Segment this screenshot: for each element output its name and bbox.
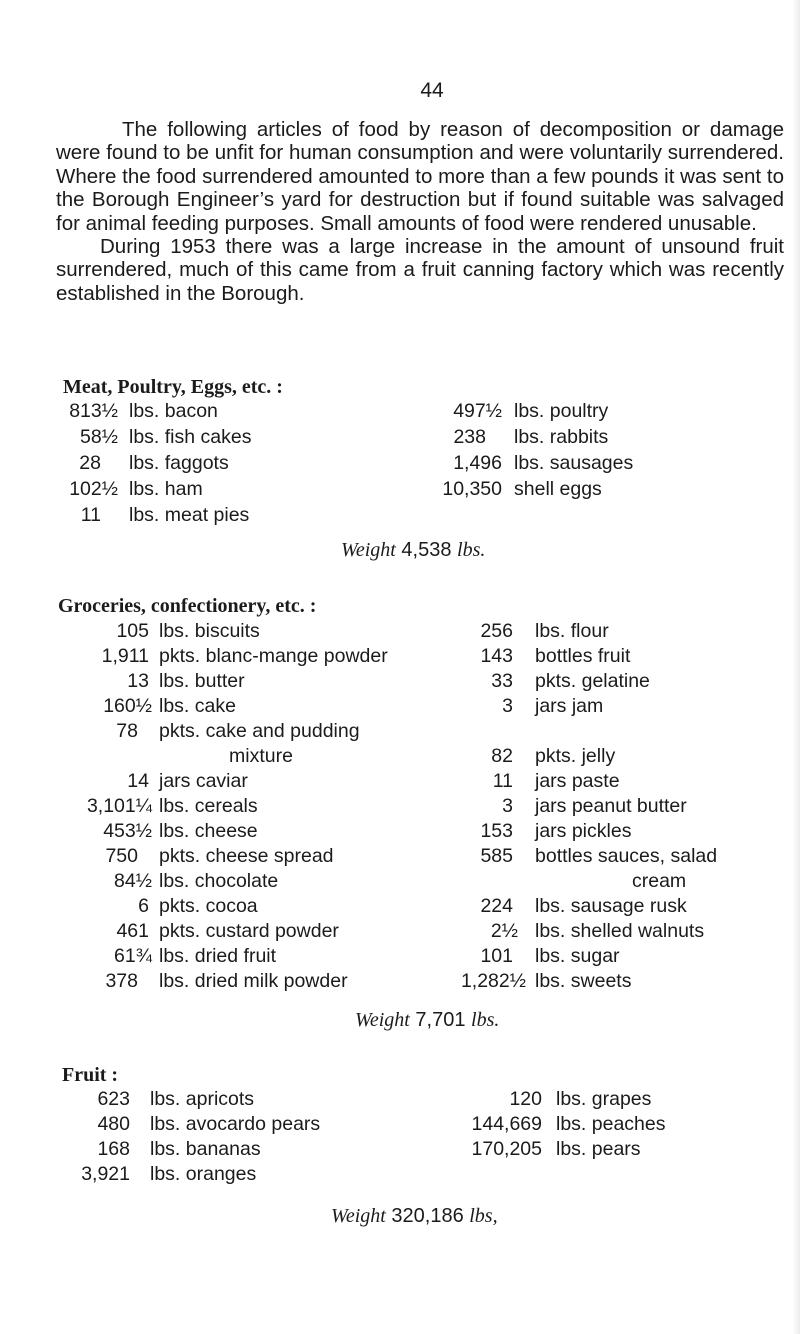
- quantity: 78: [116, 720, 138, 742]
- quantity: 61¾: [114, 945, 152, 967]
- quantity: 3: [502, 695, 513, 717]
- item-name: lbs. grapes: [556, 1088, 652, 1110]
- quantity: 497½: [453, 400, 502, 422]
- quantity: 3,101¼: [86, 795, 152, 817]
- quantity: 238: [453, 426, 486, 448]
- item-name: jars jam: [535, 695, 604, 717]
- weight-unit: lbs.: [471, 1009, 500, 1031]
- quantity: 105: [116, 620, 149, 642]
- item-name: lbs. butter: [159, 670, 245, 692]
- groceries-weight-total: [355, 1009, 499, 1032]
- weight-label: Weight: [341, 539, 396, 561]
- item-name: lbs. fish cakes: [129, 426, 252, 448]
- quantity: 120: [509, 1088, 542, 1110]
- quantity: 58½: [80, 426, 118, 448]
- item-name: lbs. flour: [535, 620, 609, 642]
- item-name: lbs. dried milk powder: [159, 970, 348, 992]
- quantity: 28: [79, 452, 101, 474]
- quantity: 11: [492, 770, 513, 792]
- quantity: 6: [138, 895, 149, 917]
- item-name: lbs. dried fruit: [159, 945, 277, 967]
- item-name: lbs. faggots: [129, 452, 229, 474]
- item-name: jars peanut butter: [535, 795, 687, 817]
- item-name: lbs. oranges: [150, 1163, 257, 1185]
- weight-label: Weight: [355, 1009, 410, 1031]
- quantity: 82: [491, 745, 513, 767]
- meat-section-title: Meat, Poultry, Eggs, etc. :: [63, 376, 283, 398]
- quantity: 160½: [103, 695, 152, 717]
- meat-weight-total: [341, 539, 485, 562]
- item-name: pkts. cocoa: [159, 895, 258, 917]
- quantity: 461: [116, 920, 149, 942]
- item-name: lbs. apricots: [150, 1088, 255, 1110]
- quantity: 13: [127, 670, 149, 692]
- quantity: 3,921: [81, 1163, 130, 1185]
- item-name: lbs. sugar: [535, 945, 620, 967]
- item-name: jars pickles: [535, 820, 632, 842]
- quantity: 623: [97, 1088, 130, 1110]
- item-name: lbs. poultry: [514, 400, 609, 422]
- quantity: 102½: [69, 478, 118, 500]
- quantity: 168: [97, 1138, 130, 1160]
- item-name: lbs. pears: [556, 1138, 641, 1160]
- quantity: 11: [80, 504, 101, 526]
- item-name: lbs. sausages: [514, 452, 634, 474]
- weight-value: 320,186: [391, 1205, 464, 1227]
- item-name: lbs. bacon: [129, 400, 218, 422]
- weight-value: 7,701: [415, 1009, 466, 1031]
- groceries-section-title: Groceries, confectionery, etc. :: [58, 595, 317, 617]
- item-name: jars paste: [535, 770, 620, 792]
- item-name: lbs. sausage rusk: [535, 895, 687, 917]
- quantity: 1,911: [101, 645, 149, 667]
- item-name: lbs. chocolate: [159, 870, 279, 892]
- fruit-section-title: Fruit :: [62, 1064, 119, 1086]
- quantity: 144,669: [471, 1113, 542, 1135]
- weight-unit: lbs,: [469, 1205, 498, 1227]
- item-name: lbs. rabbits: [514, 426, 609, 448]
- quantity: 813½: [69, 400, 118, 422]
- item-name: pkts. custard powder: [159, 920, 339, 942]
- item-name: pkts. blanc-mange powder: [159, 645, 388, 667]
- item-name: lbs. meat pies: [129, 504, 250, 526]
- quantity: 453½: [103, 820, 152, 842]
- item-name: pkts. cake and pudding: [159, 720, 360, 742]
- quantity: 1,496: [453, 452, 502, 474]
- item-name: lbs. shelled walnuts: [535, 920, 705, 942]
- page-edge-shadow: [792, 0, 800, 1334]
- weight-label: Weight: [331, 1205, 386, 1227]
- quantity: 10,350: [442, 478, 502, 500]
- quantity: 143: [480, 645, 513, 667]
- item-name: lbs. bananas: [150, 1138, 261, 1160]
- fruit-weight-total: [331, 1205, 498, 1228]
- item-name: lbs. biscuits: [159, 620, 260, 642]
- quantity: 170,205: [471, 1138, 542, 1160]
- quantity: 480: [97, 1113, 130, 1135]
- item-name: lbs. cheese: [159, 820, 258, 842]
- quantity: 750: [105, 845, 138, 867]
- item-name: mixture: [229, 745, 293, 767]
- item-name: cream: [632, 870, 687, 892]
- intro-paragraph-2: During 1953 there was a large increase in the amount of unsound fruit surrendered, much of this came from a fruit canning factory which was recently established in the Borough.: [56, 235, 784, 305]
- quantity: 153: [480, 820, 513, 842]
- intro-text: [56, 118, 784, 305]
- intro-paragraph-1: The following articles of food by reason of decomposition or damage were found to be unfit for human consumption and were voluntarily surrendered. Where the food surrendered amounted to more than a few pounds it was sent to the Borough Engineer’s yard for destruction but if found suitable was salvaged for animal feeding purposes. Small amounts of food were rendered unusable.: [56, 118, 784, 235]
- quantity: 256: [480, 620, 513, 642]
- quantity: 1,282½: [460, 970, 526, 992]
- item-name: shell eggs: [514, 478, 602, 500]
- quantity: 2½: [490, 920, 518, 942]
- quantity: 585: [480, 845, 513, 867]
- item-name: lbs. cake: [159, 695, 236, 717]
- quantity: 33: [491, 670, 513, 692]
- item-name: bottles fruit: [535, 645, 631, 667]
- page-number: 44: [420, 79, 444, 102]
- item-name: jars caviar: [159, 770, 248, 792]
- item-name: lbs. sweets: [535, 970, 632, 992]
- quantity: 101: [480, 945, 513, 967]
- item-name: pkts. jelly: [535, 745, 616, 767]
- quantity: 14: [127, 770, 149, 792]
- item-name: bottles sauces, salad: [535, 845, 718, 867]
- quantity: 224: [480, 895, 513, 917]
- item-name: pkts. cheese spread: [159, 845, 334, 867]
- quantity: 84½: [114, 870, 152, 892]
- item-name: lbs. ham: [129, 478, 203, 500]
- item-name: lbs. cereals: [159, 795, 258, 817]
- item-name: pkts. gelatine: [535, 670, 650, 692]
- quantity: 3: [502, 795, 513, 817]
- weight-unit: lbs.: [457, 539, 486, 561]
- quantity: 378: [105, 970, 138, 992]
- item-name: lbs. peaches: [556, 1113, 666, 1135]
- item-name: lbs. avocardo pears: [150, 1113, 321, 1135]
- weight-value: 4,538: [401, 539, 452, 561]
